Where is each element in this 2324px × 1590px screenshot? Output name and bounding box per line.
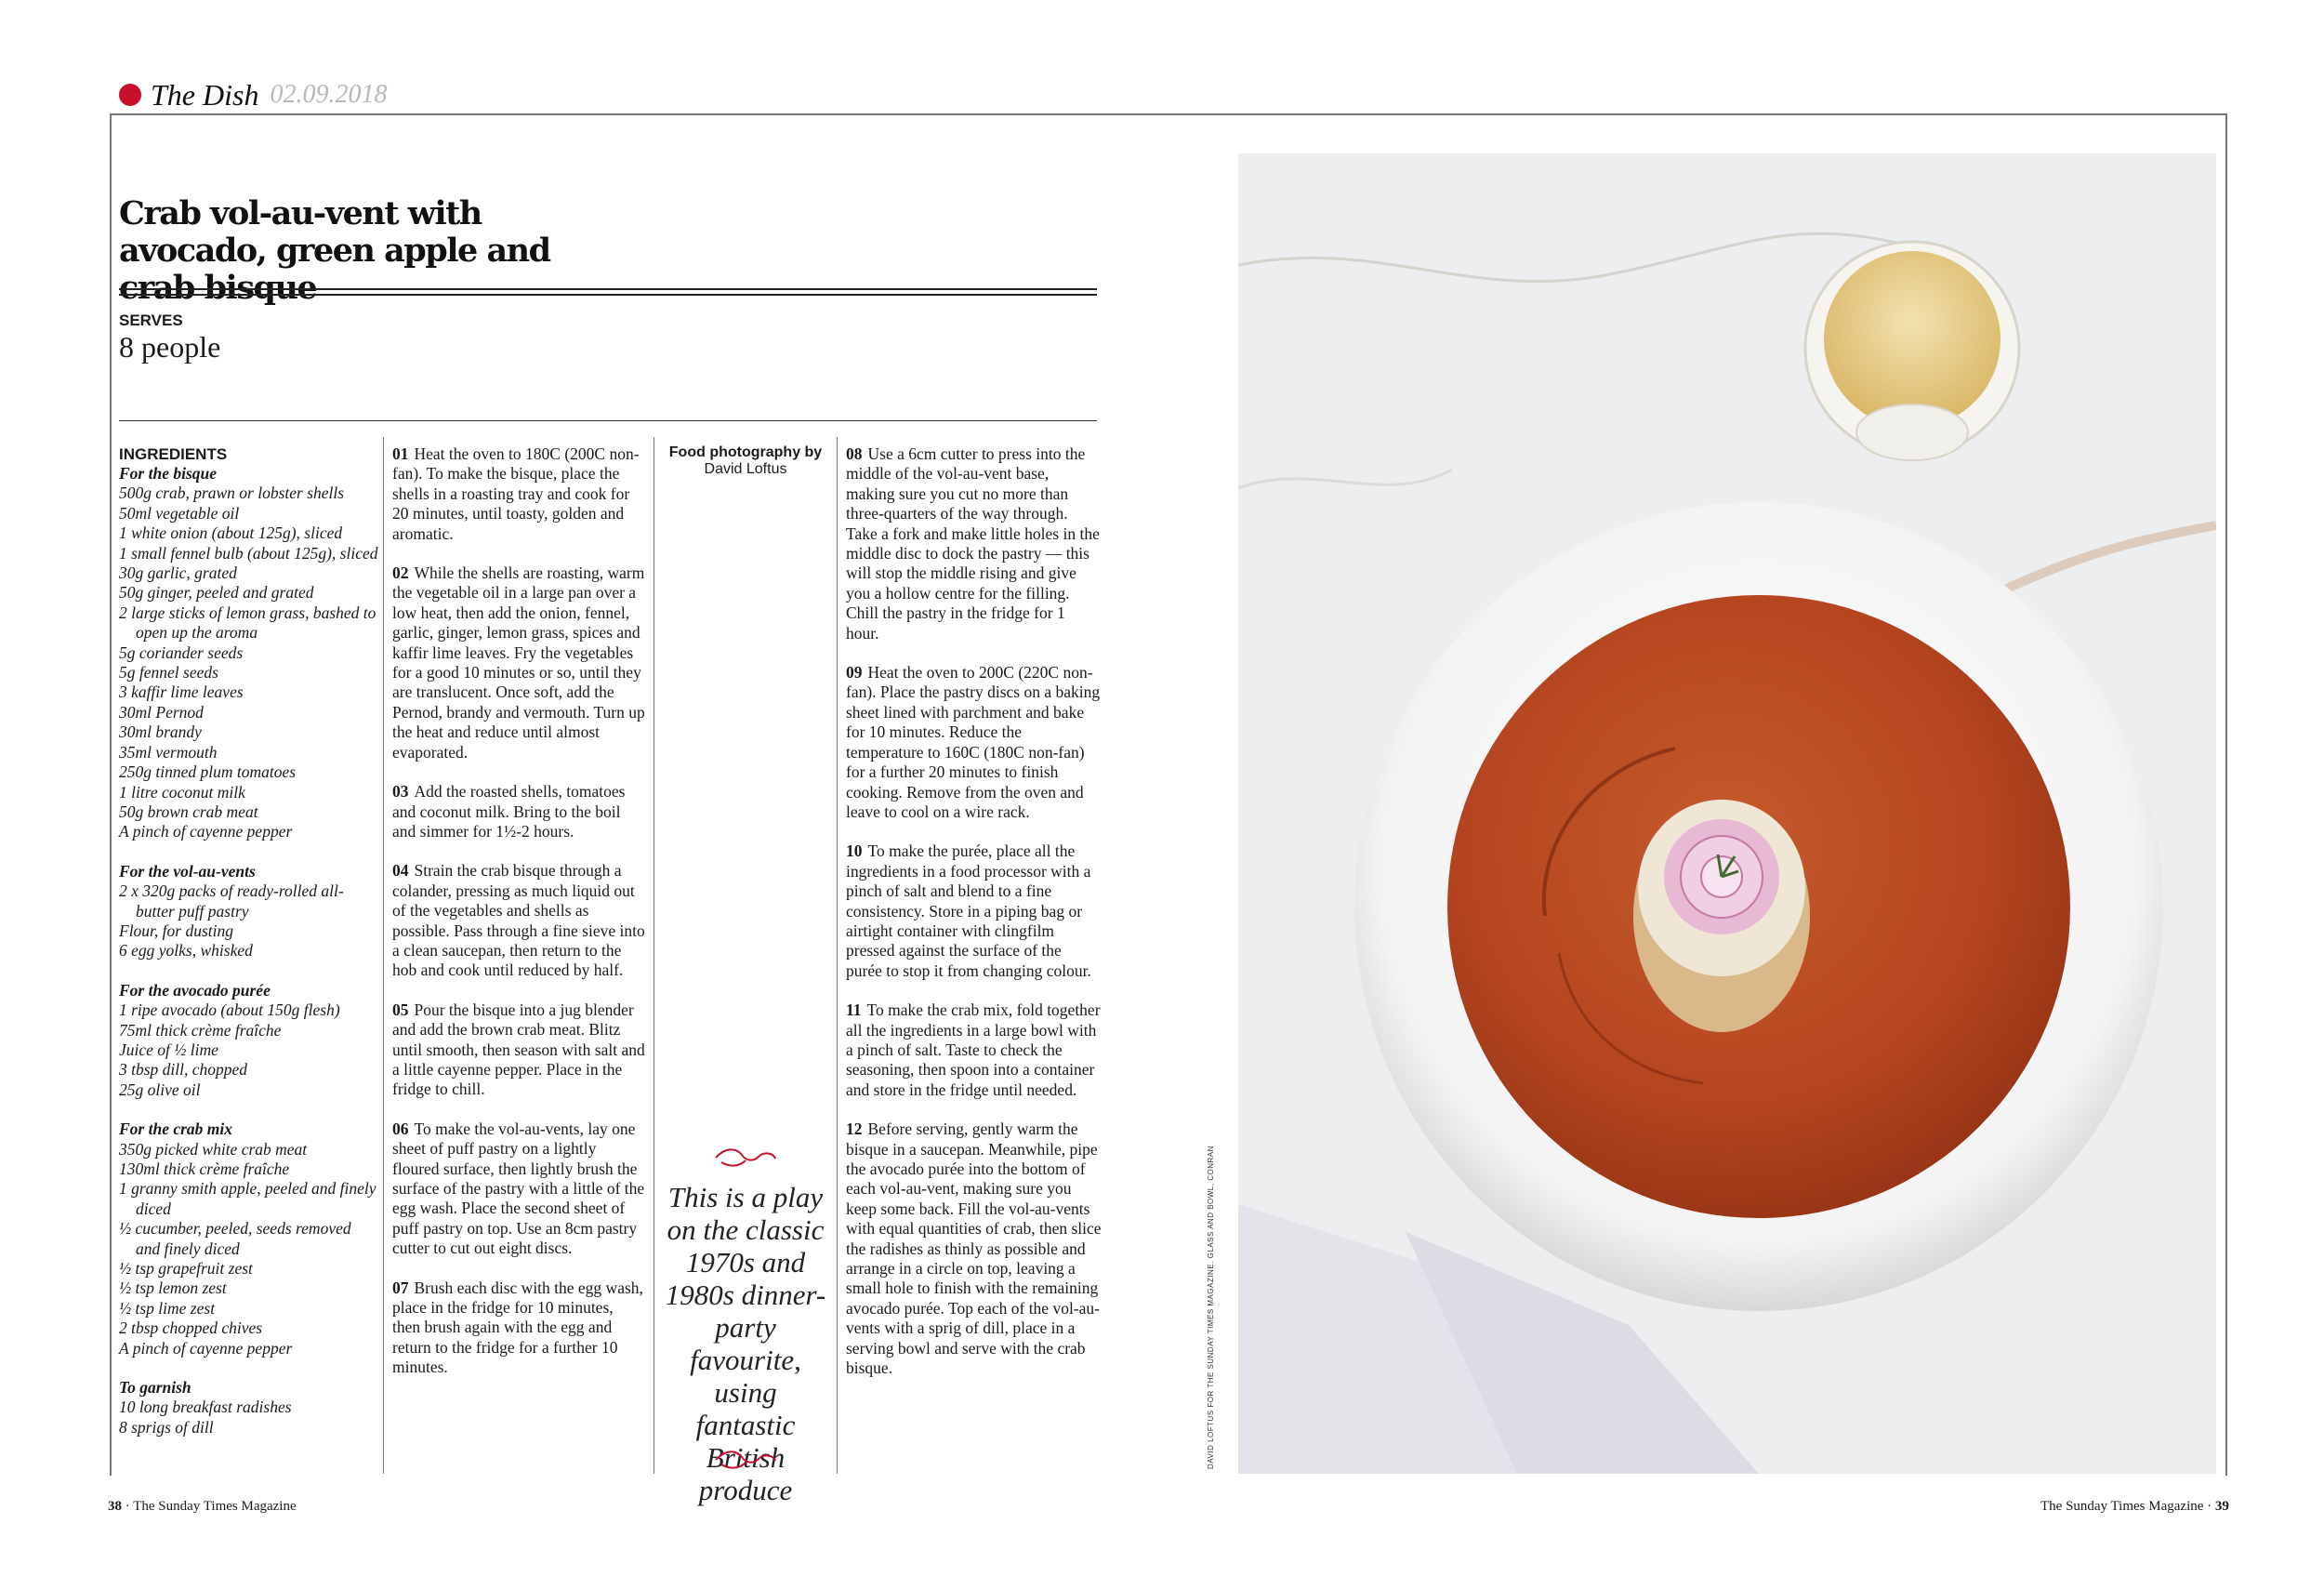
- ingredient-group-title: For the bisque: [119, 464, 218, 483]
- method-step: [392, 444, 645, 544]
- frame-rule-top: [110, 113, 2227, 115]
- ingredients-heading: INGREDIENTS: [119, 445, 228, 463]
- ingredient-groups: [119, 464, 379, 1438]
- method-step: [392, 563, 645, 762]
- ingredient-item: 2 large sticks of lemon grass, bashed to open up the aroma: [119, 603, 376, 643]
- method-step: [392, 1000, 645, 1100]
- method-step: [846, 1000, 1102, 1100]
- footer-left: [108, 1499, 297, 1515]
- flourish-icon: [708, 1144, 783, 1172]
- ingredients-column: [119, 444, 379, 1438]
- ingredient-item: 3 kaffir lime leaves: [119, 682, 244, 702]
- ingredient-item: 6 egg yolks, whisked: [119, 941, 253, 961]
- ingredient-item: 50g ginger, peeled and grated: [119, 583, 314, 603]
- step-number: 11: [846, 1000, 862, 1020]
- ingredient-group-title: For the vol-au-vents: [119, 861, 256, 881]
- step-text: Before serving, gently warm the bisque in a saucepan. Meanwhile, pipe the avocado purée into the bottom of each vol-au-vent, making sure you keep some back. Fill the vol-au-vents with equal quantities of crab, then slice the radishes as thinly as possible and arrange in a circle on top, leaving a small hole to finish with the remaining avocado purée. Top each of the vol-au-vents with a sprig of dill, place in a serving bowl and serve with the crab bisque.: [846, 1120, 1102, 1378]
- step-text: Use a 6cm cutter to press into the middle of the vol-au-vent base, making sure you cut no more than three-quarters of the way through. Take a fork and make little holes in the middle disc to dock the pastry — this will stop the middle rising and give you a hollow centre for the filling. Chill the pastry in the fridge for 1 hour.: [846, 444, 1100, 643]
- ingredient-item: 75ml thick crème fraîche: [119, 1020, 282, 1040]
- step-number: 12: [846, 1120, 863, 1139]
- flourish-icon: [708, 1446, 783, 1474]
- ingredient-item: 5g fennel seeds: [119, 663, 218, 682]
- footer-left-text: · The Sunday Times Magazine: [125, 1499, 297, 1514]
- ingredient-item: ½ tsp lime zest: [119, 1298, 216, 1318]
- step-number: 03: [392, 782, 409, 802]
- ingredient-item: Juice of ½ lime: [119, 1040, 218, 1059]
- ingredient-item: 30ml Pernod: [119, 702, 204, 722]
- method-step: [392, 1279, 645, 1378]
- photo-credit-name: David Loftus: [704, 461, 787, 477]
- page-number-left: 38: [108, 1499, 122, 1514]
- step-text: To make the vol-au-vents, lay one sheet of puff pastry on a lightly floured surface, then lightly brush the surface of the pastry with a little of the egg wash. Place the second sheet of puff pastry on top. Use an 8cm pastry cutter to cut out eight discs.: [392, 1119, 645, 1258]
- ingredient-item: 30g garlic, grated: [119, 563, 237, 583]
- method-step: [392, 1120, 645, 1259]
- photo-credit-label: Food photography by: [668, 444, 823, 460]
- ingredient-item: A pinch of cayenne pepper: [119, 1338, 293, 1358]
- serves-value: 8 people: [119, 330, 221, 364]
- ingredient-item: 2 x 320g packs of ready-rolled all-butter puff pastry: [119, 881, 344, 921]
- ingredient-item: 350g picked white crab meat: [119, 1139, 308, 1159]
- column-divider: [837, 437, 838, 1474]
- step-number: 04: [392, 861, 409, 881]
- ingredient-item: ½ tsp grapefruit zest: [119, 1259, 253, 1279]
- ingredient-item: A pinch of cayenne pepper: [119, 822, 293, 841]
- ingredient-item: 1 white onion (about 125g), sliced: [119, 523, 343, 543]
- step-number: 10: [846, 841, 863, 861]
- ingredient-item: 3 tbsp dill, chopped: [119, 1060, 248, 1080]
- ingredient-item: 30ml brandy: [119, 722, 202, 742]
- ingredient-group-title: For the avocado purée: [119, 980, 271, 1000]
- step-text: While the shells are roasting, warm the vegetable oil in a large pan over a low heat, then add the onion, fennel, garlic, ginger, lemon grass, spices and kaffir lime leaves. Fry the vegetables for a good 10 minutes or so, until they are translucent. Once soft, add the Pernod, brandy and vermouth. Turn up the heat and reduce until almost evaporated.: [392, 563, 645, 762]
- ingredient-item: 50ml vegetable oil: [119, 503, 240, 523]
- serves-label: SERVES: [119, 311, 183, 329]
- method-step: [392, 782, 645, 841]
- method-step: [846, 663, 1102, 822]
- ingredient-item: 5g coriander seeds: [119, 643, 244, 662]
- credit-column: [662, 444, 829, 478]
- method-step: [392, 861, 645, 980]
- footer-right-text: The Sunday Times Magazine ·: [2040, 1499, 2212, 1514]
- frame-rule-right: [2225, 113, 2227, 1476]
- section-title: The Dish: [151, 77, 259, 112]
- column-divider: [383, 437, 384, 1474]
- photo-side-credit: DAVID LOFTUS FOR THE SUNDAY TIMES MAGAZINE. GLASS AND BOWL, CONRAN: [1207, 1146, 1215, 1469]
- recipe-title: Crab vol-au-vent with avocado, green apple and crab bisque: [119, 194, 550, 307]
- ingredient-item: 35ml vermouth: [119, 742, 218, 762]
- step-text: Add the roasted shells, tomatoes and coconut milk. Bring to the boil and simmer for 1½-2 hours.: [392, 782, 626, 841]
- red-dot-icon: [119, 84, 141, 106]
- step-text: Brush each disc with the egg wash, place in the fridge for 10 minutes, then brush again with the egg and return to the fridge for a further 10 minutes.: [392, 1278, 643, 1377]
- footer-right: [2040, 1499, 2229, 1515]
- ingredient-item: ½ cucumber, peeled, seeds removed and finely diced: [119, 1219, 351, 1258]
- ingredient-item: 10 long breakfast radishes: [119, 1398, 292, 1417]
- step-number: 06: [392, 1119, 409, 1138]
- method-column-1: [392, 444, 645, 1398]
- step-number: 01: [392, 444, 409, 463]
- ingredient-item: 8 sprigs of dill: [119, 1417, 214, 1437]
- ingredient-item: 1 small fennel bulb (about 125g), sliced: [119, 543, 378, 563]
- issue-date: 02.09.2018: [270, 80, 388, 109]
- step-number: 02: [392, 563, 409, 583]
- step-text: To make the crab mix, fold together all the ingredients in a large bowl with a pinch of salt. Taste to check the seasoning, then spoon into a container and store in the fridge until needed.: [846, 1000, 1101, 1099]
- step-text: Heat the oven to 200C (220C non-fan). Place the pastry discs on a baking sheet lined with parchment and bake for 10 minutes. Reduce the temperature to 160C (180C non-fan) for a further 20 minutes to finish cooking. Remove from the oven and leave to cool on a wire rack.: [846, 663, 1101, 821]
- ingredient-item: 2 tbsp chopped chives: [119, 1318, 263, 1338]
- ingredient-item: 130ml thick crème fraîche: [119, 1159, 290, 1178]
- method-column-2: [846, 444, 1102, 1398]
- ingredient-item: Flour, for dusting: [119, 921, 234, 940]
- ingredient-item: 250g tinned plum tomatoes: [119, 762, 297, 782]
- section-rule: [119, 420, 1097, 421]
- step-number: 09: [846, 663, 863, 682]
- frame-rule-left: [110, 113, 112, 1476]
- pull-quote: This is a play on the classic 1970s and 1980s dinner-party favourite, using fantastic British produce: [665, 1181, 826, 1506]
- method-step: [846, 444, 1102, 643]
- step-text: To make the purée, place all the ingredients in a food processor with a pinch of salt and blend to a fine consistency. Store in a piping bag or airtight container with clingfilm pressed against the surface of the purée to stop it from changing colour.: [846, 841, 1091, 980]
- step-text: Pour the bisque into a jug blender and add the brown crab meat. Blitz until smooth, then season with salt and a little cayenne pepper. Place in the fridge to chill.: [392, 1000, 645, 1099]
- step-text: Heat the oven to 180C (200C non-fan). To make the bisque, place the shells in a roasting tray and cook for 20 minutes, until toasty, golden and aromatic.: [392, 444, 640, 543]
- ingredient-item: 25g olive oil: [119, 1080, 201, 1099]
- page-number-right: 39: [2214, 1499, 2229, 1514]
- ingredient-item: 1 litre coconut milk: [119, 782, 245, 802]
- ingredient-group-title: To garnish: [119, 1378, 191, 1398]
- dish-photo: [1238, 153, 2216, 1474]
- ingredient-group-title: For the crab mix: [119, 1120, 233, 1139]
- title-rule: [119, 294, 1097, 296]
- section-header: [119, 74, 387, 115]
- ingredient-item: 50g brown crab meat: [119, 802, 258, 821]
- title-rule: [119, 288, 1097, 290]
- step-text: Strain the crab bisque through a colander, pressing as much liquid out of the vegetables and shells as possible. Pass through a fine sieve into a clean saucepan, then return to the hob and cook until reduced by half.: [392, 861, 645, 980]
- ingredient-item: 1 granny smith apple, peeled and finely diced: [119, 1179, 376, 1218]
- ingredient-item: ½ tsp lemon zest: [119, 1279, 227, 1298]
- method-step: [846, 1120, 1102, 1378]
- step-number: 07: [392, 1278, 409, 1297]
- step-number: 08: [846, 444, 863, 463]
- step-number: 05: [392, 1000, 409, 1019]
- ingredient-item: 500g crab, prawn or lobster shells: [119, 484, 345, 503]
- method-step: [846, 841, 1102, 981]
- ingredient-item: 1 ripe avocado (about 150g flesh): [119, 1000, 340, 1020]
